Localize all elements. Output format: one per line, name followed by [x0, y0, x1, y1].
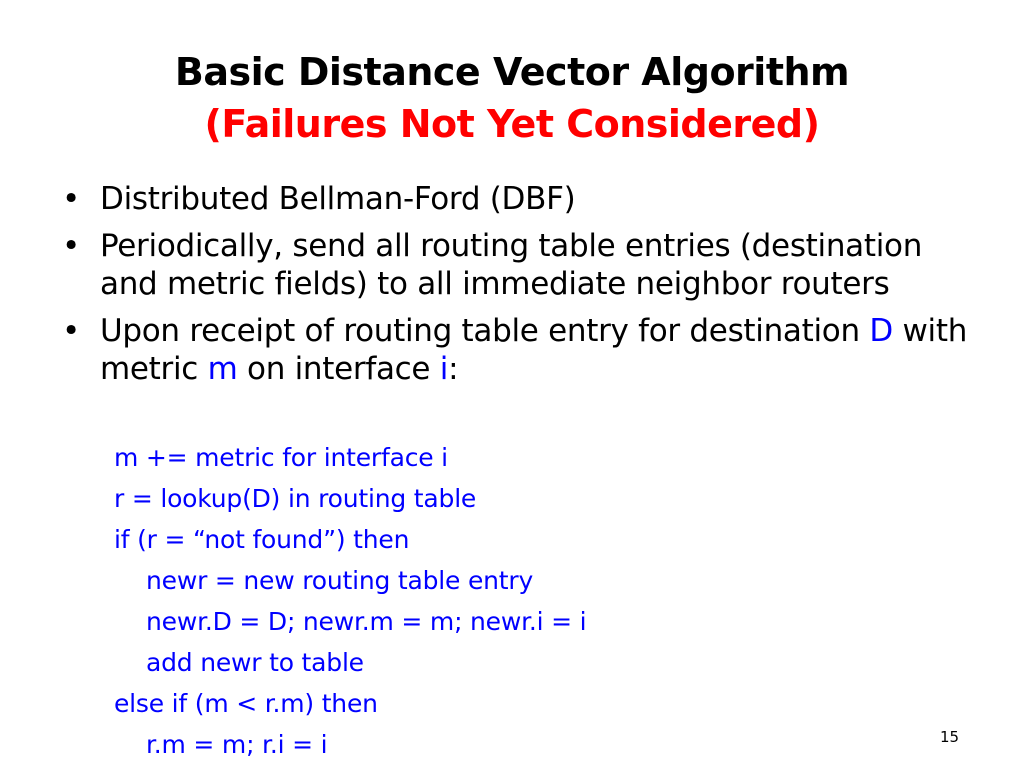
bullet-dot-icon: • — [62, 313, 80, 349]
bullet-item — [58, 227, 978, 303]
bullet-dot-icon: • — [62, 181, 80, 217]
bullet-list — [58, 180, 978, 397]
code-line: m += metric for interface i — [114, 443, 448, 472]
variable-d: D — [869, 313, 893, 349]
title-line-2: (Failures Not Yet Considered) — [204, 102, 820, 146]
code-line: else if (m < r.m) then — [114, 689, 378, 718]
bullet-text-part: with metric — [100, 313, 968, 387]
bullet-item — [58, 180, 978, 218]
variable-m: m — [207, 351, 238, 387]
page-number: 15 — [940, 728, 960, 746]
code-line: if (r = “not found”) then — [114, 525, 410, 554]
title-line-1: Basic Distance Vector Algorithm — [174, 50, 850, 94]
code-line: r = lookup(D) in routing table — [114, 484, 477, 513]
bullet-dot-icon: • — [62, 228, 80, 264]
bullet-item — [58, 312, 978, 388]
code-line: add newr to table — [146, 648, 364, 677]
code-line: newr = new routing table entry — [146, 566, 534, 595]
bullet-text: Periodically, send all routing table entries (destination and metric fields) to all immediate neighbor routers — [100, 228, 923, 302]
bullet-text-part: Upon receipt of routing table entry for destination — [100, 313, 870, 349]
code-line: r.m = m; r.i = i — [146, 730, 328, 759]
pseudocode-block — [114, 437, 586, 765]
code-line: newr.D = D; newr.m = m; newr.i = i — [146, 607, 587, 636]
bullet-text-part: on interface — [237, 351, 440, 387]
bullet-text-part: : — [448, 351, 459, 387]
slide-title — [0, 46, 1024, 150]
bullet-text: Distributed Bellman-Ford (DBF) — [100, 181, 576, 217]
variable-i: i — [439, 351, 449, 387]
bullet-text — [100, 313, 967, 387]
